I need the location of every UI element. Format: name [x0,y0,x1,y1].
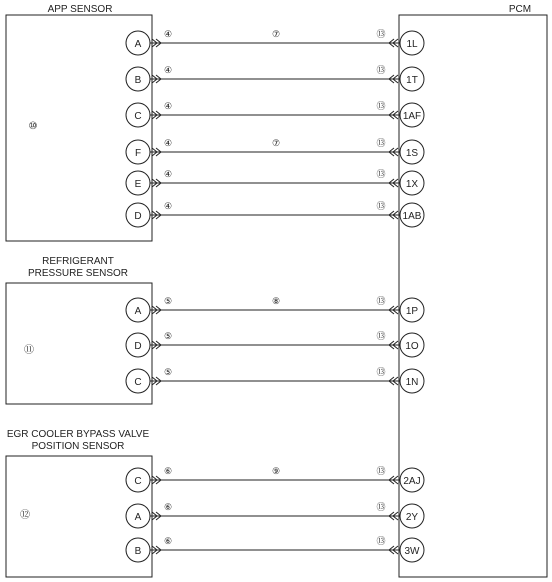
app-sensor-wire-6-sensor-pin: D [134,211,142,222]
app-sensor-wire-4-right-ref: ⑬ [376,138,386,148]
egr-sensor-wire-3-right-ref: ⑬ [376,536,386,546]
app-sensor-wire-5-sensor-pin: E [134,179,142,190]
refrigerant-sensor-title-line1: REFRIGERANT [42,256,114,267]
refrigerant-sensor-wire-3-pcm-pin: 1N [405,377,419,388]
refrigerant-sensor-wire-1-mid-ref: ⑧ [271,296,281,306]
refrigerant-sensor-callout: ⑪ [24,345,34,356]
app-sensor-wire-1-pcm-pin: 1L [406,39,418,50]
refrigerant-sensor-wire-1-sensor-pin: A [134,306,142,317]
refrigerant-sensor-wire-1-right-ref: ⑬ [376,296,386,306]
egr-sensor-wire-1-mid-ref: ⑨ [271,466,281,476]
app-sensor-wire-6-left-ref: ④ [163,201,173,211]
refrigerant-sensor-wire-2-sensor-pin: D [134,341,142,352]
app-sensor-wire-4-pcm-pin: 1S [405,148,419,159]
app-sensor-wire-1-sensor-pin: A [134,39,142,50]
refrigerant-sensor-wire-3-sensor-pin: C [134,377,142,388]
refrigerant-sensor-title-line2: PRESSURE SENSOR [27,268,129,279]
refrigerant-sensor-wire-3-right-ref: ⑬ [376,367,386,377]
app-sensor-wire-2-sensor-pin: B [134,75,142,86]
refrigerant-sensor-wire-1-left-ref: ⑤ [163,296,173,306]
app-sensor-wire-5-left-ref: ④ [163,169,173,179]
egr-sensor-title-line1: EGR COOLER BYPASS VALVE [6,429,150,440]
egr-sensor-wire-2-pcm-pin: 2Y [405,512,419,523]
app-sensor-wire-4-left-ref: ④ [163,138,173,148]
app-sensor-wire-3-right-ref: ⑬ [376,101,386,111]
app-sensor-wire-4-mid-ref: ⑦ [271,138,281,148]
egr-sensor-wire-2-sensor-pin: A [134,512,142,523]
app-sensor-wire-4-sensor-pin: F [134,148,142,159]
egr-sensor-wire-1-pcm-pin: 2AJ [403,476,421,487]
app-sensor-callout: ⑩ [28,121,38,132]
refrigerant-sensor-wire-2-right-ref: ⑬ [376,331,386,341]
app-sensor-wire-3-left-ref: ④ [163,101,173,111]
egr-sensor-callout: ⑫ [20,510,30,521]
pcm-title: PCM [508,4,532,15]
app-sensor-wire-5-right-ref: ⑬ [376,169,386,179]
wires-layer [126,29,424,562]
app-sensor-wire-1-left-ref: ④ [163,29,173,39]
refrigerant-sensor-wire-2-left-ref: ⑤ [163,331,173,341]
egr-sensor-wire-2-right-ref: ⑬ [376,502,386,512]
app-sensor-wire-3-sensor-pin: C [134,111,142,122]
egr-sensor-wire-3-pcm-pin: 3W [404,546,420,557]
egr-sensor-wire-1-right-ref: ⑬ [376,466,386,476]
app-sensor-wire-3-pcm-pin: 1AF [402,111,422,122]
app-sensor-wire-5-pcm-pin: 1X [405,179,419,190]
app-sensor-wire-1-right-ref: ⑬ [376,29,386,39]
app-sensor-wire-2-right-ref: ⑬ [376,65,386,75]
refrigerant-sensor-wire-1-pcm-pin: 1P [405,306,419,317]
app-sensor-wire-6-pcm-pin: 1AB [402,211,422,222]
egr-sensor-wire-3-left-ref: ⑥ [163,536,173,546]
egr-sensor-wire-1-sensor-pin: C [134,476,142,487]
refrigerant-sensor-wire-2-pcm-pin: 1O [405,341,419,352]
egr-sensor-title-line2: POSITION SENSOR [31,441,125,452]
egr-sensor-wire-1-left-ref: ⑥ [163,466,173,476]
app-sensor-wire-6-right-ref: ⑬ [376,201,386,211]
app-sensor-title: APP SENSOR [47,4,113,15]
pcm-box [399,15,547,577]
app-sensor-wire-2-pcm-pin: 1T [406,75,418,86]
refrigerant-sensor-wire-3-left-ref: ⑤ [163,367,173,377]
egr-sensor-wire-2-left-ref: ⑥ [163,502,173,512]
egr-sensor-wire-3-sensor-pin: B [134,546,142,557]
app-sensor-wire-2-left-ref: ④ [163,65,173,75]
app-sensor-wire-1-mid-ref: ⑦ [271,29,281,39]
